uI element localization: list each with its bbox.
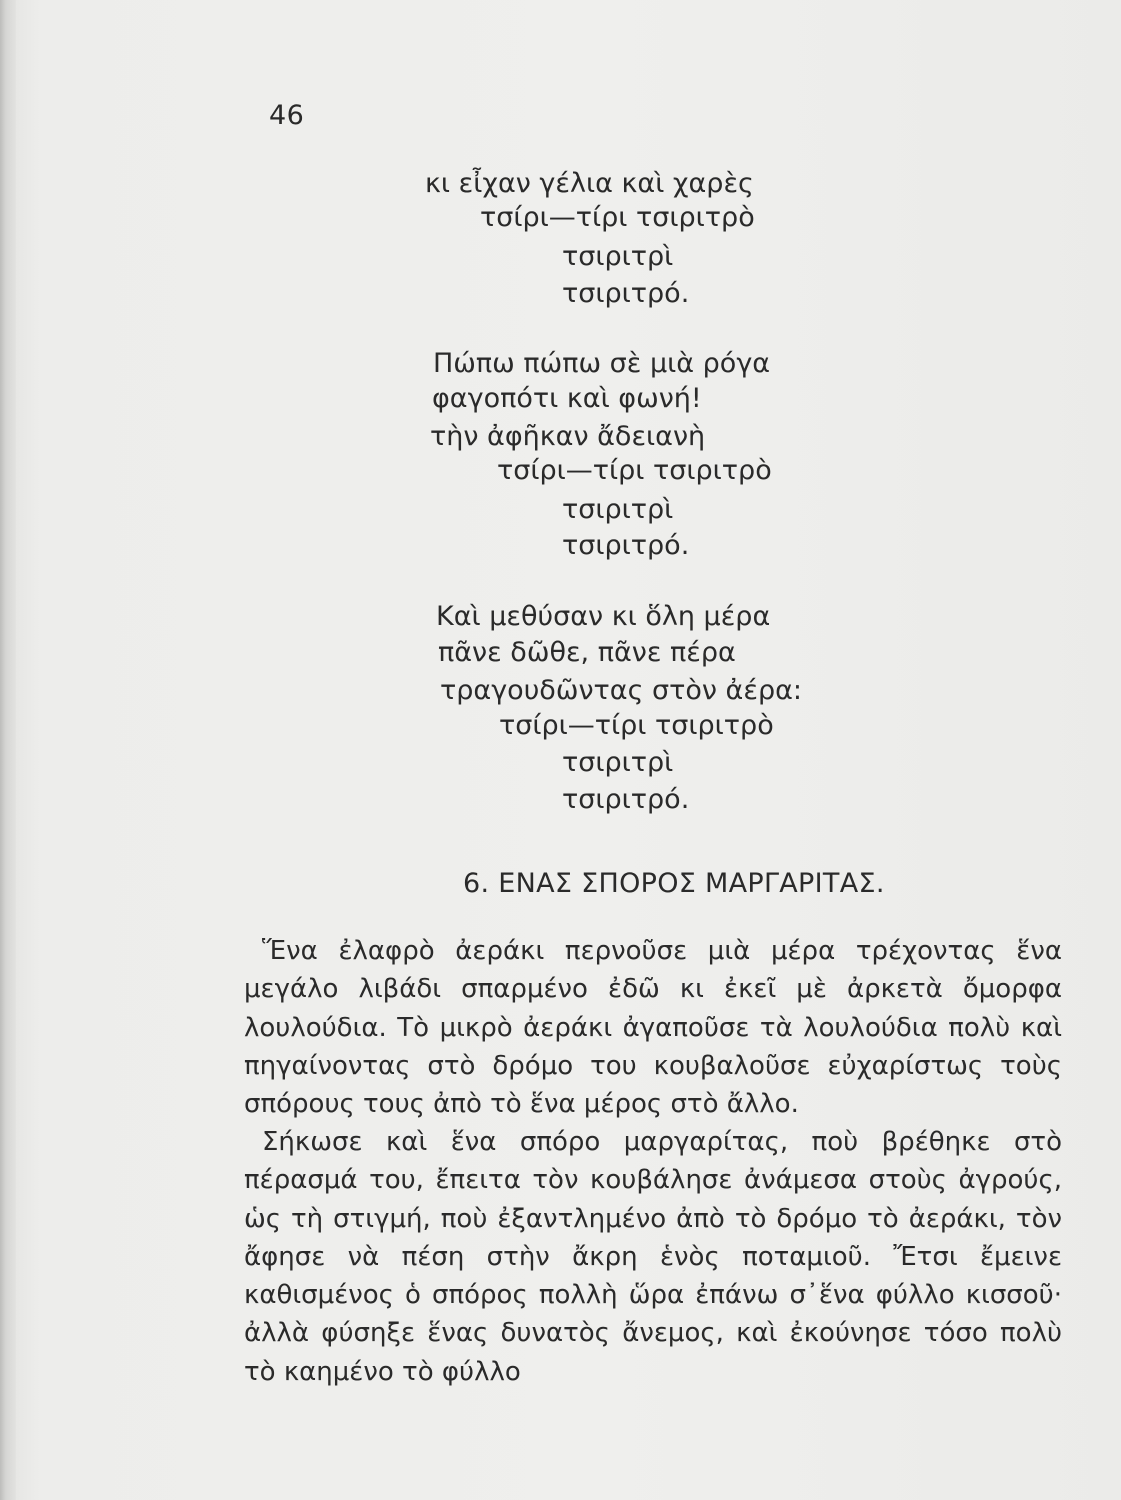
paragraph	[244, 932, 1062, 1123]
verse-line: τσίρι—τίρι τσιριτρὸ	[499, 710, 774, 741]
paragraph-text: Σήκωσε καὶ ἕνα σπόρο μαργαρίτας, ποὺ βρέθηκε στὸ πέρασμά του, ἔπειτα τὸν κουβάλησε ἀνάμεσα στοὺς ἀγρούς, ὡς τὴ στιγμή, ποὺ ἐξαντλημένο ἀπὸ τὸ δρόμο τὸ ἀεράκι, τὸν ἄφησε νὰ πέση στὴν ἄκρη ἑνὸς ποταμιοῦ. Ἔτσι ἔμεινε καθισμένος ὁ σπόρος πολλὴ ὥρα ἐπάνω σ᾿ἕνα φύλλο κισσοῦ· ἀλλὰ φύσηξε ἕνας δυνατὸς ἄνεμος, καὶ ἐκούνησε τόσο πολὺ τὸ καημένο τὸ φύλλο	[244, 1127, 1062, 1387]
verse-line: τὴν ἀφῆκαν ἄδειανὴ	[430, 421, 706, 452]
verse-line: πᾶνε δῶθε, πᾶνε πέρα	[438, 637, 736, 668]
paragraph	[244, 1123, 1062, 1391]
verse-line: τσιριτρό.	[562, 530, 690, 561]
verse-line: Καὶ μεθύσαν κι ὅλη μέρα	[436, 601, 771, 632]
verse-line: φαγοπότι καὶ φωνή!	[432, 383, 702, 414]
verse-line: τραγουδῶντας στὸν ἀέρα:	[440, 675, 802, 706]
section-title: 6. ΕΝΑΣ ΣΠΟΡΟΣ ΜΑΡΓΑΡΙΤΑΣ.	[463, 868, 885, 899]
verse-line: Πώπω πώπω σὲ μιὰ ρόγα	[433, 348, 771, 379]
verse-line: κι εἶχαν γέλια καὶ χαρὲς	[425, 168, 754, 199]
paragraph-text: Ἕνα ἐλαφρὸ ἀεράκι περνοῦσε μιὰ μέρα τρέχοντας ἕνα μεγάλο λιβάδι σπαρμένο ἐδῶ κι ἐκεῖ μὲ ἀρκετὰ ὄμορφα λουλούδια. Τὸ μικρὸ ἀεράκι ἀγαποῦσε τὰ λουλούδια πολὺ καὶ πηγαίνοντας στὸ δρόμο του κουβαλοῦσε εὐχαρίστως τοὺς σπόρους τους ἀπὸ τὸ ἕνα μέρος στὸ ἄλλο.	[244, 936, 1062, 1120]
verse-line: τσιριτρό.	[562, 278, 690, 309]
page-binding-edge	[0, 0, 16, 1500]
verse-line: τσιριτρὶ	[562, 494, 674, 525]
verse-line: τσιριτρὶ	[562, 241, 674, 272]
verse-line: τσίρι—τίρι τσιριτρὸ	[480, 202, 755, 233]
verse-line: τσιριτρό.	[562, 784, 690, 815]
verse-line: τσίρι—τίρι τσιριτρὸ	[497, 455, 772, 486]
page-number: 46	[269, 100, 305, 131]
verse-line: τσιριτρὶ	[562, 747, 674, 778]
